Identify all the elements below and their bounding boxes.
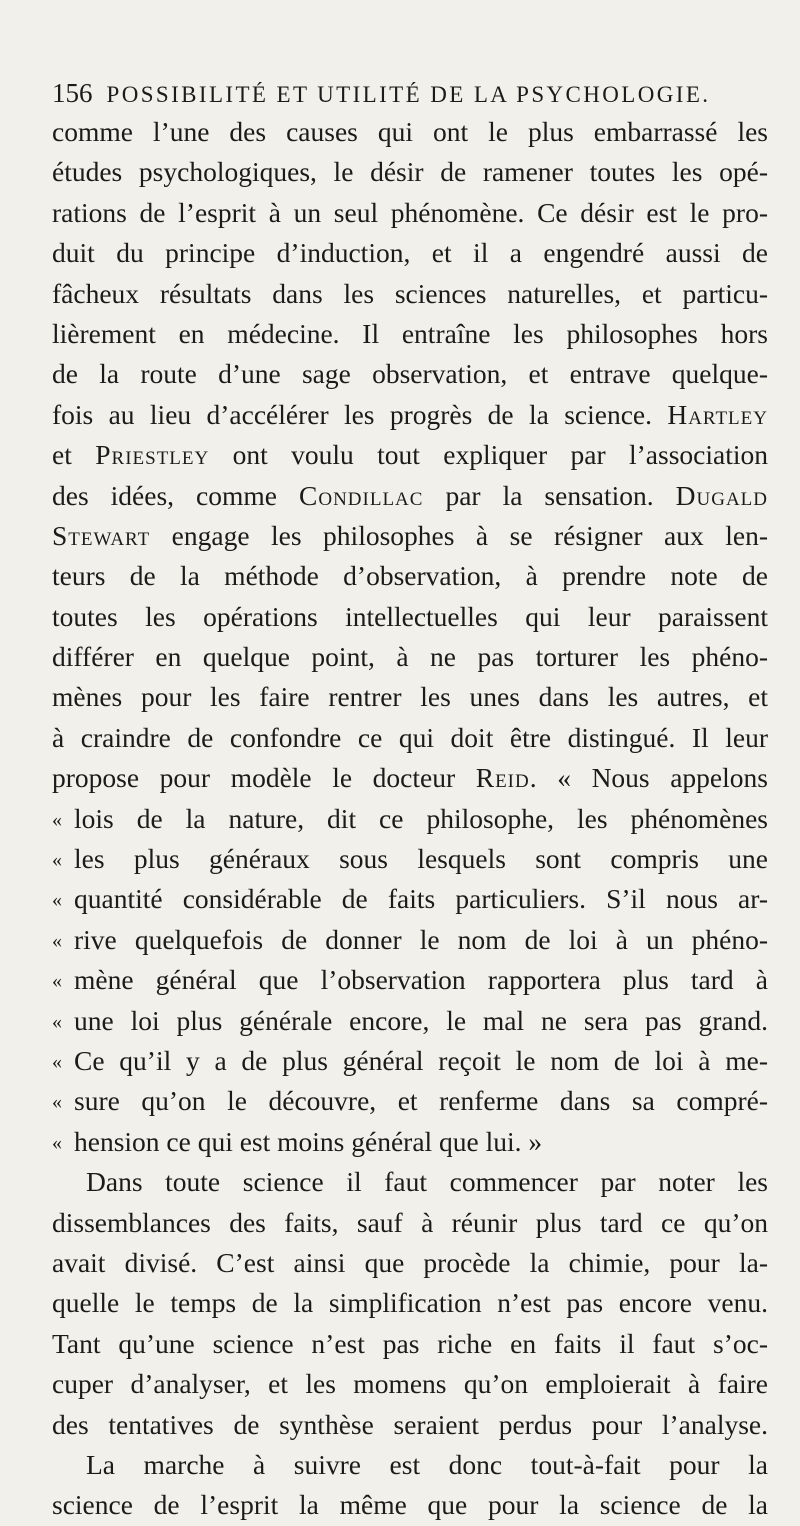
text-segment: fois au lieu d’accélérer les progrès de la science.	[52, 398, 668, 430]
text-line	[52, 1485, 768, 1525]
text-line	[52, 112, 768, 152]
text-line	[52, 1405, 768, 1445]
text-line	[52, 1162, 768, 1202]
quote-mark: «	[52, 1131, 62, 1154]
text-line	[52, 193, 768, 233]
quote-mark: «	[52, 889, 62, 912]
text-segment: lièrement en médecine. Il entraîne les philosophes hors	[52, 317, 768, 349]
page-number: 156	[52, 78, 93, 108]
text-segment: les plus généraux sous lesquels sont compris une	[74, 843, 768, 875]
text-segment: lois de la nature, dit ce philosophe, les phénomènes	[74, 802, 768, 834]
text-segment: duit du principe d’induction, et il a engendré aussi de	[52, 237, 768, 269]
running-title: POSSIBILITÉ ET UTILITÉ DE LA PSYCHOLOGIE.	[106, 82, 711, 107]
text-segment: par la sensation.	[423, 479, 676, 511]
text-line	[52, 1203, 768, 1243]
text-line	[52, 879, 768, 919]
text-segment: avait divisé. C’est ainsi que procède la chimie, pour la-	[52, 1246, 768, 1278]
quote-mark: «	[52, 849, 62, 872]
text-line	[52, 1324, 768, 1364]
text-line	[52, 597, 768, 637]
text-segment: engage les philosophes à se résigner aux len-	[150, 519, 768, 551]
text-segment: des tentatives de synthèse seraient perdus pour l’analyse.	[52, 1408, 768, 1440]
text-line	[52, 637, 768, 677]
text-line	[52, 718, 768, 758]
text-segment: mènes pour les faire rentrer les unes dans les autres, et	[52, 681, 768, 713]
text-segment: science de l’esprit la même que pour la science de la	[52, 1489, 768, 1521]
proper-name: Priestley	[95, 439, 210, 471]
text-segment: des idées, comme	[52, 479, 299, 511]
text-line	[52, 1122, 768, 1162]
text-segment: de la route d’une sage observation, et entrave quelque-	[52, 358, 768, 390]
quote-mark: «	[52, 1050, 62, 1073]
text-segment: dissemblances des faits, sauf à réunir plus tard ce qu’on	[52, 1206, 768, 1238]
text-line	[52, 1243, 768, 1283]
proper-name: Stewart	[52, 519, 151, 551]
text-segment: et	[52, 439, 96, 471]
text-line	[52, 516, 768, 556]
text-segment: mène général que l’observation rapportera plus tard à	[74, 964, 768, 996]
text-line	[52, 314, 768, 354]
text-segment: études psychologiques, le désir de ramener toutes les opé-	[52, 156, 768, 188]
text-segment: comme l’une des causes qui ont le plus embarrassé les	[52, 116, 768, 147]
text-line	[52, 799, 768, 839]
quote-mark: «	[52, 929, 62, 952]
text-segment: cuper d’analyser, et les momens qu’on emploierait à faire	[52, 1368, 768, 1400]
text-segment: fâcheux résultats dans les sciences naturelles, et particu-	[52, 277, 768, 309]
quote-mark: «	[52, 808, 62, 831]
text-line	[52, 1081, 768, 1121]
text-segment: La marche à suivre est donc tout-à-fait pour la	[86, 1448, 768, 1480]
text-segment: teurs de la méthode d’observation, à prendre note de	[52, 560, 768, 592]
text-line	[52, 152, 768, 192]
text-line	[52, 274, 768, 314]
body-text	[52, 112, 768, 1526]
text-line	[52, 920, 768, 960]
text-segment: différer en quelque point, à ne pas torturer les phéno-	[52, 641, 768, 673]
text-segment: une loi plus générale encore, le mal ne sera pas grand.	[74, 1004, 768, 1036]
proper-name: Hartley	[667, 398, 768, 430]
proper-name: Condillac	[299, 479, 424, 511]
text-line	[52, 677, 768, 717]
text-segment: à craindre de confondre ce qui doit être distingué. Il leur	[52, 721, 768, 753]
text-line	[52, 476, 768, 516]
text-segment: Dans toute science il faut commencer par noter les	[86, 1166, 768, 1198]
text-line	[52, 1445, 768, 1485]
text-line	[52, 395, 768, 435]
text-segment: sure qu’on le découvre, et renferme dans sa compré-	[74, 1085, 768, 1117]
text-segment: Tant qu’une science n’est pas riche en faits il faut s’oc-	[52, 1327, 768, 1359]
text-segment: quelle le temps de la simplification n’est pas encore venu.	[52, 1287, 768, 1319]
quote-mark: «	[52, 970, 62, 993]
text-line	[52, 233, 768, 273]
text-line	[52, 1364, 768, 1404]
text-line	[52, 556, 768, 596]
text-segment: hension ce qui est moins général que lui. »	[74, 1125, 543, 1157]
text-line	[52, 1041, 768, 1081]
text-segment: Ce qu’il y a de plus général reçoit le nom de loi à me-	[74, 1044, 768, 1076]
text-line	[52, 354, 768, 394]
text-line	[52, 1283, 768, 1323]
text-line	[52, 839, 768, 879]
text-segment: rive quelquefois de donner le nom de loi à un phéno-	[74, 923, 768, 955]
proper-name: Dugald	[675, 479, 768, 511]
text-segment: toutes les opérations intellectuelles qui leur paraissent	[52, 600, 768, 632]
text-segment: . « Nous appelons	[529, 762, 768, 794]
text-segment: rations de l’esprit à un seul phénomène. Ce désir est le pro-	[52, 196, 768, 228]
quote-mark: «	[52, 1010, 62, 1033]
text-line	[52, 1001, 768, 1041]
text-segment: ont voulu tout expliquer par l’association	[209, 439, 768, 471]
text-segment: quantité considérable de faits particuliers. S’il nous ar-	[74, 883, 768, 915]
quote-mark: «	[52, 1091, 62, 1114]
text-line	[52, 435, 768, 475]
text-line	[52, 758, 768, 798]
text-segment: propose pour modèle le docteur	[52, 762, 476, 794]
proper-name: Reid	[475, 762, 530, 794]
text-line	[52, 960, 768, 1000]
